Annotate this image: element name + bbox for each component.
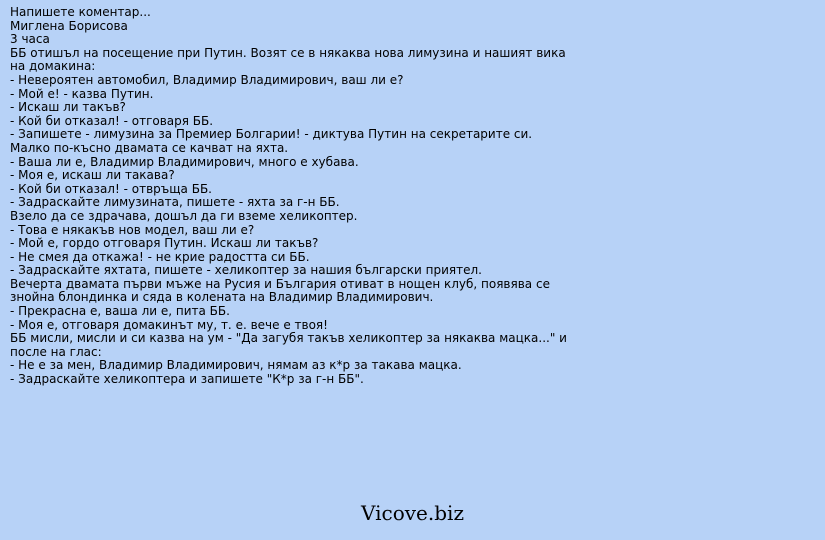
body-line: - Запишете - лимузина за Премиер Болгарии! - диктува Путин на секретарите си. (10, 127, 533, 142)
body-line: - Невероятен автомобил, Владимир Владимирович, ваш ли е? (10, 72, 404, 87)
body-line: ББ отишъл на посещение при Путин. Возят се в някаква нова лимузина и нашият вика (10, 45, 566, 60)
body-line: - Ваша ли е, Владимир Владимирович, много е хубава. (10, 154, 359, 169)
body-line: после на глас: (10, 344, 102, 359)
body-line: - Искаш ли такъв? (10, 100, 126, 115)
body-line: - Моя е, отговаря домакинът му, т. е. вече е твоя! (10, 317, 328, 332)
body-line: - Не смея да откажа! - не крие радостта си ББ. (10, 249, 310, 264)
body-line: - Задраскайте хеликоптера и запишете "К*р за г-н ББ". (10, 372, 364, 387)
body-line: Вечерта двамата първи мъже на Русия и България отиват в нощен клуб, появява се (10, 276, 550, 291)
body-line: - Моя е, искаш ли такава? (10, 168, 175, 183)
body-line: знойна блондинка и сяда в колената на Владимир Владимирович. (10, 290, 434, 305)
body-line: - Мой е, гордо отговаря Путин. Искаш ли такъв? (10, 236, 319, 251)
author-name: Миглена Борисова (10, 18, 128, 33)
comment-post (10, 6, 590, 387)
body-line: - Кой би отказал! - отвръща ББ. (10, 181, 212, 196)
body-line: на домакина: (10, 59, 96, 74)
body-line: Малко по-късно двамата се качват на яхта. (10, 140, 289, 155)
post-time: 3 часа (10, 32, 50, 47)
body-line: - Задраскайте яхтата, пишете - хеликоптер за нашия български приятел. (10, 263, 482, 278)
body-line: - Не е за мен, Владимир Владимирович, нямам аз к*р за такава мацка. (10, 358, 462, 373)
body-line: ББ мисли, мисли и си казва на ум - "Да загубя такъв хеликоптер за някаква мацка..." и (10, 331, 567, 346)
body-line: Взело да се здрачава, дошъл да ги вземе хеликоптер. (10, 208, 358, 223)
body-line: - Мой е! - казва Путин. (10, 86, 154, 101)
site-watermark: Vicove.biz (361, 501, 464, 525)
comment-prompt[interactable]: Напишете коментар... (10, 5, 151, 19)
body-line: - Задраскайте лимузината, пишете - яхта за г-н ББ. (10, 195, 340, 210)
body-line: - Прекрасна е, ваша ли е, пита ББ. (10, 304, 230, 319)
post-body (10, 47, 590, 387)
body-line: - Това е някакъв нов модел, ваш ли е? (10, 222, 255, 237)
body-line: - Кой би отказал! - отговаря ББ. (10, 113, 214, 128)
